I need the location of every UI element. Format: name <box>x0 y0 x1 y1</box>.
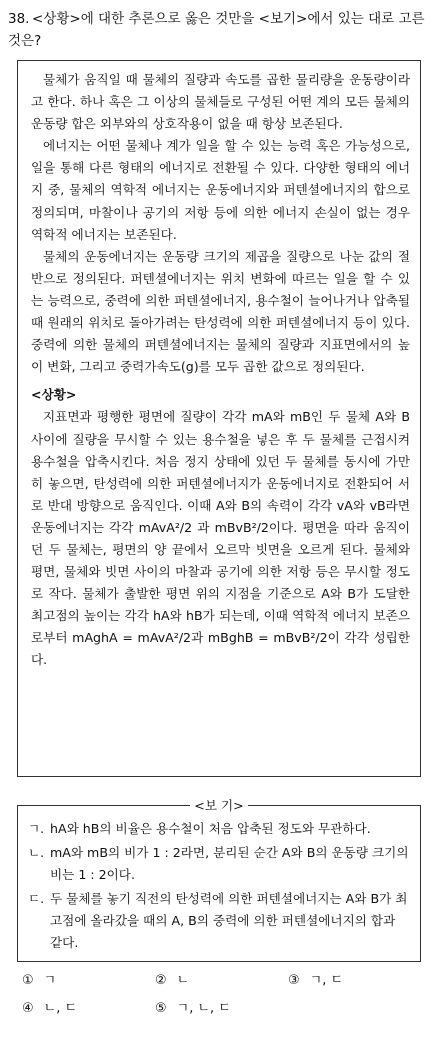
passage-box <box>17 60 421 777</box>
bogi-item-mark: ㄴ. <box>28 845 45 860</box>
bogi-box <box>17 798 421 962</box>
choice-1[interactable]: ① ㄱ <box>22 973 57 988</box>
situation-text: 지표면과 평행한 평면에 질량이 각각 mA와 mB인 두 물체 A와 B 사이에 질량을 무시할 수 있는 용수철을 넣은 후 두 물체를 근접시켜 용수철을 압축시킨다. 처음 정지 상태에 있던 두 물체를 동시에 가만히 놓으면, 탄성력에 의한 퍼텐셜에너지가 운동에너지로 전환되어 서로 반대 방향으로 움직인다. 이때 A와 B의 속력이 각각 vA와 vB라면 운동에너지는 각각 mAvA²/2 과 mBvB²/2이다. 평면을 따라 움직이던 두 물체는, 평면의 양 끝에서 오르막 빗면을 오르게 된다. 물체와 평면, 물체와 빗면 사이의 마찰과 공기에 의한 저항 등은 무시할 정도로 작다. 물체가 출발한 평면 위의 지점을 기준으로 A와 B가 도달한 최고점의 높이는 각각 hA와 hB가 되는데, 이때 역학적 에너지 보존으로부터 mAghA = mAvA²/2과 mBghB = mBvB²/2이 각각 성립한다. <box>31 409 410 668</box>
bogi-item-text: mA와 mB의 비가 1 : 2라면, 분리된 순간 A와 B의 운동량 크기의 비는 1 : 2이다. <box>50 845 409 882</box>
choice-2[interactable]: ② ㄴ <box>155 973 190 988</box>
passage-paragraph-2: 에너지는 어떤 물체나 계가 일을 할 수 있는 능력 혹은 가능성으로, 일을 통해 다른 형태의 에너지로 전환될 수 있다. 다양한 형태의 에너지 중, 물체의 역학적 에너지는 운동에너지와 퍼텐셜에너지의 합으로 정의되며, 마찰이나 공기의 저항 등에 의한 에너지 손실이 없는 경우 역학적 에너지는 보존된다. <box>31 138 410 242</box>
question-number: 38. <box>8 11 30 27</box>
question-stem <box>8 8 432 52</box>
choice-3[interactable]: ③ ㄱ, ㄷ <box>288 973 344 988</box>
passage-paragraph-1: 물체가 움직일 때 물체의 질량과 속도를 곱한 물리량을 운동량이라고 한다. 하나 혹은 그 이상의 물체들로 구성된 어떤 계의 모든 물체의 운동량 합은 외부와의 상호작용이 없을 때 항상 보존된다. <box>31 72 410 132</box>
choice-4[interactable]: ④ ㄴ, ㄷ <box>22 1001 78 1016</box>
passage-paragraph-3: 물체의 운동에너지는 운동량 크기의 제곱을 질량으로 나눈 값의 절반으로 정의된다. 퍼텐셜에너지는 위치 변화에 따르는 일을 할 수 있는 능력으로, 중력에 의한 퍼텐셜에너지, 용수철이 늘어나거나 압축될 때 원래의 위치로 돌아가려는 탄성력에 의한 퍼텐셜에너지 등이 있다. 중력에 의한 물체의 퍼텐셜에너지는 물체의 질량과 지표면에서의 높이 변화, 그리고 중력가속도(g)를 모두 곱한 값으로 정의된다. <box>31 248 410 375</box>
bogi-item-text: 두 물체를 놓기 직전의 탄성력에 의한 퍼텐셜에너지는 A와 B가 최고점에 올라갔을 때의 A, B의 중력에 의한 퍼텐셜에너지의 합과 같다. <box>50 891 408 950</box>
choice-5[interactable]: ⑤ ㄱ, ㄴ, ㄷ <box>155 1001 231 1016</box>
bogi-item-mark: ㄱ. <box>28 821 45 836</box>
answer-choices <box>22 967 422 1023</box>
bogi-title: <보 기> <box>18 797 420 815</box>
question-text: <상황>에 대한 추론으로 옳은 것만을 <보기>에서 있는 대로 고른 것은? <box>8 11 425 49</box>
bogi-item-b <box>28 842 410 886</box>
bogi-item-text: hA와 hB의 비율은 용수철이 처음 압축된 정도와 무관하다. <box>50 821 371 836</box>
bogi-item-a <box>28 818 410 840</box>
situation-title: <상황> <box>31 387 77 403</box>
bogi-item-c <box>28 888 410 954</box>
bogi-item-mark: ㄷ. <box>28 891 45 906</box>
